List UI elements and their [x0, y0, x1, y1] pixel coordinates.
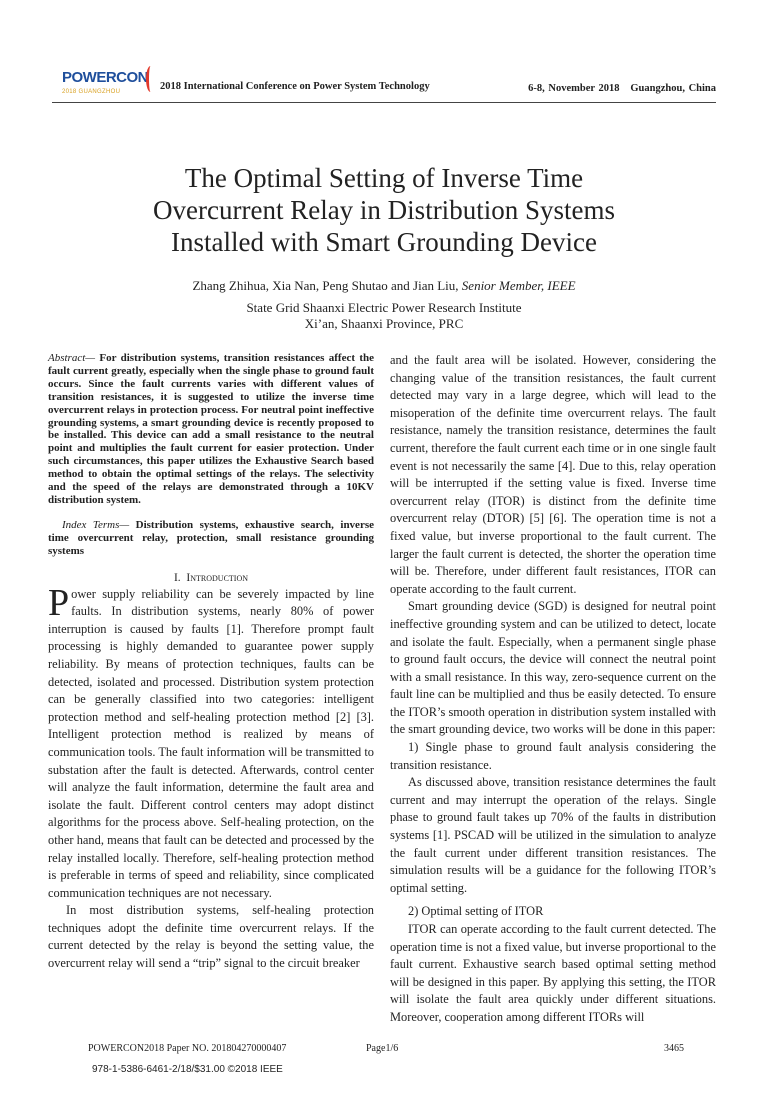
affiliation-location: Xi’an, Shaanxi Province, PRC — [304, 316, 464, 331]
intro-paragraph-1-text: ower supply reliability can be severely impacted by line faults. In distribution systems, nearly 80% of power interruption is caused by faults [1]. Therefore prompt fault processing is highly demanded to guarantee power supply reliability. By means of protection techniques, faults can be detected, isolated and processed. Distribution system protection can be generally classified into two categories: intelligent protection method and self-healing protection method [2] [3]. Intelligent protection method is realized by means of communication tools. The fault information will be transmitted to substation after the fault is detected. Afterwards, control center will analyze the fault information, determine the fault area and isolate the fault. Different control centers may adopt distinct algorithms for the process above. Self-healing protection, on the other hand, means that fault can be detected and processed by the relay installed locally. Therefore, self-healing protection method is preferable in terms of speed and reliability, since complicated communication techniques are not necessary. — [48, 586, 374, 900]
abstract — [48, 352, 374, 507]
left-column — [48, 352, 374, 1027]
footer-paper-number: POWERCON2018 Paper NO. 201804270000407 — [88, 1042, 287, 1054]
right-paragraph-3: As discussed above, transition resistance determines the fault current and may interrupt the operation of the relays. Single phase to ground fault takes up 70% of the faults in distribution systems [1]. PSCAD will be utilized in the simulation to analyze the fault current under different transition resistances. The simulation results will be a guidance for the following ITOR’s optimal setting. — [390, 775, 716, 895]
right-paragraph-1: and the fault area will be isolated. However, considering the changing value of the transition resistances, the fault current detected may vary in a large degree, which will lead to the misoperation of the definite time overcurrent relays. The fault resistance, namely the transition resistance, determines the fault current, therefore the fault current each time or in one single fault event is not necessarily the same [4]. Due to this, relay operation will be interrupted if the setting value is fixed. Inverse time overcurrent relay (ITOR) is distinct from the definite time overcurrent relay (DTOR) [5] [6]. The operation time is not a fixed value, but inverse proportional to the fault current. The larger the fault current is detected, the shorter the operation time will be. Therefore, under different fault resistances, ITOR can operate according to the fault current. — [390, 353, 716, 596]
right-paragraph-2: Smart grounding device (SGD) is designed for neutral point ineffective grounding system and can be utilized to detect, locate and isolate the fault. Especially, when a permanent single phase to ground fault occurs, the device will connect the neutral point with a small resistance. In this way, zero-sequence current on the fault line can be multiplied and thus be easily detected. To ensure the ITOR’s smooth operation in distribution system installed with the smart grounding device, two works will be done in this paper: — [390, 599, 716, 737]
intro-paragraph-2: In most distribution systems, self-healing protection techniques adopt the definite time overcurrent relays. If the current detected by the relay is beyond the setting value, the overcurrent relay will send a “trip” signal to the circuit breaker — [48, 903, 374, 971]
intro-paragraph-1 — [48, 581, 374, 903]
list-item-2: 2) Optimal setting of ITOR — [408, 904, 544, 919]
affiliation — [0, 300, 768, 332]
right-column — [390, 352, 716, 1027]
conference-name: 2018 International Conference on Power System Technology — [160, 81, 430, 92]
logo-arc-icon — [146, 66, 155, 92]
drop-cap: P — [48, 581, 70, 624]
logo-subtext: 2018 GUANGZHOU — [62, 89, 121, 95]
body-columns — [0, 332, 768, 1027]
section-number: I. — [173, 571, 187, 584]
index-terms — [48, 519, 374, 558]
logo-text: POWERCON — [62, 69, 148, 86]
header-divider — [52, 102, 716, 103]
conference-date-place: 6-8, November 2018 Guangzhou, China — [528, 83, 716, 94]
index-terms-label: Index Terms— — [62, 518, 130, 531]
abstract-text: For distribution systems, transition resistances affect the fault current greatly, especially when the single phase to ground fault occurs. Since the fault currents varies with different values of transition resistances, it is suggested to utilize the inverse time overcurrent relays in protection process. For neutral point ineffective grounding systems, a smart grounding device is recently proposed to be installed. This device can add a small resistance to the neutral point and multiplies the fault current for easier protection. Under such circumstances, this paper utilizes the Exhaustive Search based method to obtain the optimal settings of the relays. The selectivity and the speed of the relays are demonstrated through a 10KV distribution system. — [48, 352, 374, 506]
footer-page-number: 3465 — [664, 1042, 684, 1054]
title-block — [0, 104, 768, 332]
section-heading-introduction — [48, 572, 374, 584]
author-org: , IEEE — [540, 278, 576, 293]
footer-page-indicator: Page1/6 — [366, 1042, 399, 1054]
page-footer — [0, 1027, 768, 1105]
right-paragraph-4: ITOR can operate according to the fault current detected. The operation time is not a fixed value, but inverse proportional to the fault current. Exhaustive search based optimal setting method will be designed in this paper. By applying this setting, the ITOR will isolate the fault area quickly under different situations. Moreover, cooperation among different ITORs will — [390, 922, 716, 1024]
footer-isbn: 978-1-5386-6461-2/18/$31.00 ©2018 IEEE — [92, 1063, 283, 1075]
authors — [0, 278, 768, 294]
author-names: Zhang Zhihua, Xia Nan, Peng Shutao and Jian Liu, — [192, 278, 462, 293]
powercon-logo — [62, 66, 152, 98]
paper-title: The Optimal Setting of Inverse Time Overcurrent Relay in Distribution Systems Installed with Smart Grounding Device — [153, 163, 615, 257]
affiliation-institute: State Grid Shaanxi Electric Power Research Institute — [246, 300, 522, 315]
section-title: Introduction — [186, 571, 249, 584]
index-terms-text: Distribution systems, exhaustive search, inverse time overcurrent relay, protection, small resistance grounding systems — [48, 518, 374, 557]
list-item-1: 1) Single phase to ground fault analysis considering the transition resistance. — [390, 740, 716, 772]
abstract-label: Abstract— — [48, 352, 96, 364]
page-header — [0, 0, 768, 104]
author-membership: Senior Member — [461, 278, 541, 293]
